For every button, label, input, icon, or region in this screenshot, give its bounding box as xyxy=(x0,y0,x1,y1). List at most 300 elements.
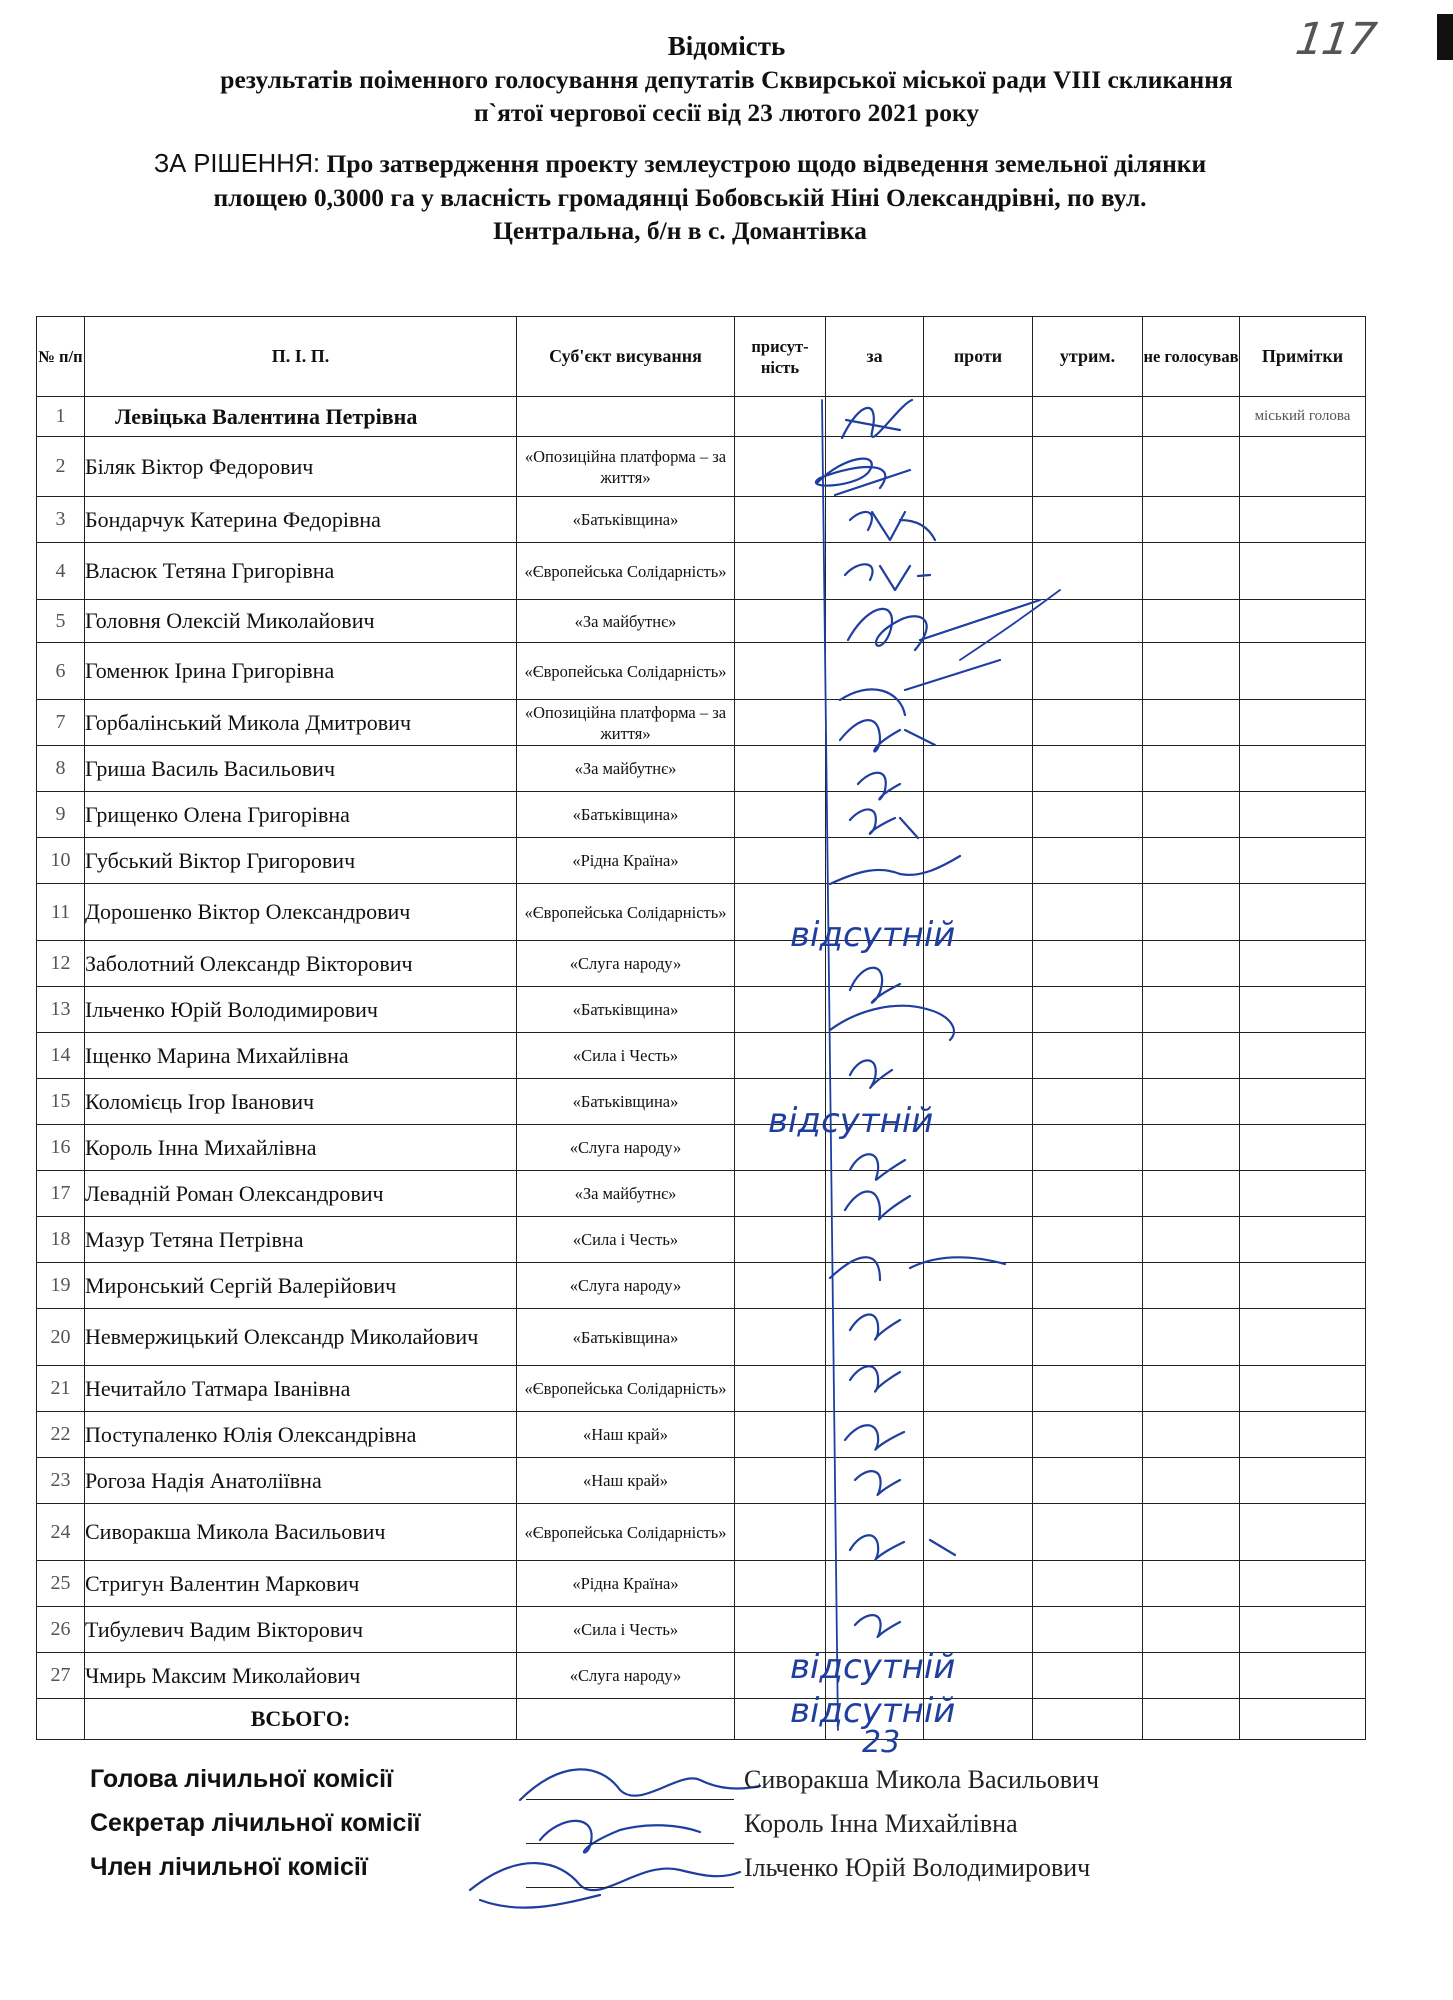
cell-present xyxy=(735,700,826,746)
cell-for xyxy=(826,1309,924,1366)
cell-for xyxy=(826,1412,924,1458)
row-subject: «Європейська Солідарність» xyxy=(517,643,735,700)
table-row xyxy=(37,838,1366,884)
row-subject: «Батьківщина» xyxy=(517,792,735,838)
row-num: 18 xyxy=(37,1217,85,1263)
row-num: 26 xyxy=(37,1607,85,1653)
row-name: Дорошенко Віктор Олександрович xyxy=(85,884,517,941)
cell-not-voted xyxy=(1143,1458,1240,1504)
row-name: Гоменюк Ірина Григорівна xyxy=(85,643,517,700)
cell-abstain xyxy=(1033,1217,1143,1263)
cell-not-voted xyxy=(1143,792,1240,838)
total-against-cell xyxy=(924,1699,1033,1740)
cell-against xyxy=(924,746,1033,792)
row-note xyxy=(1240,437,1366,497)
cell-abstain xyxy=(1033,838,1143,884)
row-note xyxy=(1240,700,1366,746)
row-note xyxy=(1240,884,1366,941)
cell-for xyxy=(826,1561,924,1607)
row-num: 13 xyxy=(37,987,85,1033)
cell-against xyxy=(924,1653,1033,1699)
col-header-not-voted: не голосував xyxy=(1143,317,1240,397)
cell-against xyxy=(924,437,1033,497)
page-number: 117 xyxy=(1292,14,1378,65)
row-note xyxy=(1240,600,1366,643)
table-row xyxy=(37,1171,1366,1217)
cell-for xyxy=(826,1125,924,1171)
table-row xyxy=(37,700,1366,746)
decision-text xyxy=(0,147,1360,247)
cell-abstain xyxy=(1033,600,1143,643)
row-num: 16 xyxy=(37,1125,85,1171)
cell-against xyxy=(924,1171,1033,1217)
cell-abstain xyxy=(1033,1412,1143,1458)
row-num: 12 xyxy=(37,941,85,987)
col-header-against: проти xyxy=(924,317,1033,397)
row-num: 7 xyxy=(37,700,85,746)
row-num: 9 xyxy=(37,792,85,838)
cell-for xyxy=(826,941,924,987)
row-subject: «Сила і Честь» xyxy=(517,1217,735,1263)
table-header-row xyxy=(37,317,1366,397)
document-title: Відомість xyxy=(667,31,786,61)
row-note xyxy=(1240,1263,1366,1309)
signature-row xyxy=(90,1853,1290,1897)
row-name: Горбалінський Микола Дмитрович xyxy=(85,700,517,746)
row-name: Миронський Сергій Валерійович xyxy=(85,1263,517,1309)
cell-not-voted xyxy=(1143,1033,1240,1079)
cell-not-voted xyxy=(1143,987,1240,1033)
row-note xyxy=(1240,1458,1366,1504)
cell-for xyxy=(826,1171,924,1217)
cell-not-voted xyxy=(1143,543,1240,600)
cell-abstain xyxy=(1033,1309,1143,1366)
cell-present xyxy=(735,838,826,884)
row-subject: «Слуга народу» xyxy=(517,1653,735,1699)
cell-against xyxy=(924,1079,1033,1125)
cell-against xyxy=(924,397,1033,437)
row-note xyxy=(1240,1561,1366,1607)
row-note xyxy=(1240,1504,1366,1561)
total-abstain-cell xyxy=(1033,1699,1143,1740)
table-row xyxy=(37,884,1366,941)
row-subject: «За майбутнє» xyxy=(517,1171,735,1217)
row-name: Рогоза Надія Анатоліївна xyxy=(85,1458,517,1504)
row-note xyxy=(1240,1607,1366,1653)
cell-for xyxy=(826,543,924,600)
row-note xyxy=(1240,1412,1366,1458)
cell-not-voted xyxy=(1143,884,1240,941)
row-subject: «Батьківщина» xyxy=(517,987,735,1033)
cell-abstain xyxy=(1033,1033,1143,1079)
cell-for xyxy=(826,700,924,746)
cell-not-voted xyxy=(1143,397,1240,437)
cell-for xyxy=(826,1079,924,1125)
cell-present xyxy=(735,543,826,600)
absent-mark-row-15: відсутній xyxy=(768,1101,934,1141)
row-subject: «Європейська Солідарність» xyxy=(517,1504,735,1561)
cell-present xyxy=(735,1458,826,1504)
cell-present xyxy=(735,497,826,543)
row-num: 5 xyxy=(37,600,85,643)
row-subject: «Опозиційна платформа – за життя» xyxy=(517,700,735,746)
table-row xyxy=(37,746,1366,792)
signature-line xyxy=(526,1843,734,1844)
cell-against xyxy=(924,1309,1033,1366)
signatures-block xyxy=(90,1765,1290,1897)
col-header-num: № п/п xyxy=(37,317,85,397)
cell-for xyxy=(826,497,924,543)
row-name: Чмирь Максим Миколайович xyxy=(85,1653,517,1699)
table-row xyxy=(37,543,1366,600)
row-num: 1 xyxy=(37,397,85,437)
cell-not-voted xyxy=(1143,700,1240,746)
row-subject: «Слуга народу» xyxy=(517,1125,735,1171)
row-name: Заболотний Олександр Вікторович xyxy=(85,941,517,987)
cell-against xyxy=(924,792,1033,838)
row-note xyxy=(1240,941,1366,987)
col-header-subject: Суб'єкт висування xyxy=(517,317,735,397)
cell-not-voted xyxy=(1143,1079,1240,1125)
row-num: 20 xyxy=(37,1309,85,1366)
row-num: 22 xyxy=(37,1412,85,1458)
cell-present xyxy=(735,1561,826,1607)
cell-abstain xyxy=(1033,1366,1143,1412)
row-num: 3 xyxy=(37,497,85,543)
cell-abstain xyxy=(1033,437,1143,497)
cell-abstain xyxy=(1033,700,1143,746)
row-note xyxy=(1240,1309,1366,1366)
signature-person: Ільченко Юрій Володимирович xyxy=(744,1853,1091,1882)
cell-for xyxy=(826,600,924,643)
cell-against xyxy=(924,1217,1033,1263)
row-note xyxy=(1240,497,1366,543)
row-subject: «Сила і Честь» xyxy=(517,1607,735,1653)
cell-for xyxy=(826,792,924,838)
cell-not-voted xyxy=(1143,838,1240,884)
table-row xyxy=(37,397,1366,437)
row-num: 2 xyxy=(37,437,85,497)
row-num: 4 xyxy=(37,543,85,600)
table-row xyxy=(37,941,1366,987)
row-num: 23 xyxy=(37,1458,85,1504)
row-note xyxy=(1240,1366,1366,1412)
cell-not-voted xyxy=(1143,437,1240,497)
cell-for xyxy=(826,746,924,792)
cell-abstain xyxy=(1033,1607,1143,1653)
cell-present xyxy=(735,746,826,792)
cell-for xyxy=(826,1217,924,1263)
cell-not-voted xyxy=(1143,1412,1240,1458)
row-subject: «За майбутнє» xyxy=(517,746,735,792)
cell-not-voted xyxy=(1143,1171,1240,1217)
cell-present xyxy=(735,600,826,643)
cell-abstain xyxy=(1033,746,1143,792)
cell-not-voted xyxy=(1143,497,1240,543)
cell-for xyxy=(826,1607,924,1653)
cell-abstain xyxy=(1033,543,1143,600)
row-name: Губський Віктор Григорович xyxy=(85,838,517,884)
total-label: ВСЬОГО: xyxy=(85,1699,517,1740)
decision-line-1: Про затвердження проекту землеустрою щодо відведення земельної ділянки xyxy=(326,149,1207,178)
total-not-voted-cell xyxy=(1143,1699,1240,1740)
row-note xyxy=(1240,987,1366,1033)
cell-against xyxy=(924,987,1033,1033)
cell-against xyxy=(924,1458,1033,1504)
row-num: 14 xyxy=(37,1033,85,1079)
total-for-cell xyxy=(826,1699,924,1740)
document-subtitle-2: п`ятої чергової сесії від 23 лютого 2021 року xyxy=(473,98,980,127)
cell-present xyxy=(735,437,826,497)
cell-present xyxy=(735,1504,826,1561)
row-name: Стригун Валентин Маркович xyxy=(85,1561,517,1607)
cell-not-voted xyxy=(1143,941,1240,987)
row-num: 19 xyxy=(37,1263,85,1309)
cell-present xyxy=(735,1079,826,1125)
row-name: Тибулевич Вадим Вікторович xyxy=(85,1607,517,1653)
table-row xyxy=(37,987,1366,1033)
row-subject: «Опозиційна платформа – за життя» xyxy=(517,437,735,497)
table-row xyxy=(37,1607,1366,1653)
row-note xyxy=(1240,1217,1366,1263)
total-note-cell xyxy=(1240,1699,1366,1740)
row-subject: «Сила і Честь» xyxy=(517,1033,735,1079)
row-note: міський голова xyxy=(1240,397,1366,437)
row-subject: «Європейська Солідарність» xyxy=(517,884,735,941)
table-row xyxy=(37,1217,1366,1263)
cell-abstain xyxy=(1033,987,1143,1033)
signature-person: Король Інна Михайлівна xyxy=(744,1809,1018,1838)
col-header-note: Примітки xyxy=(1240,317,1366,397)
total-subject-cell xyxy=(517,1699,735,1740)
row-subject: «Рідна Країна» xyxy=(517,1561,735,1607)
cell-present xyxy=(735,1366,826,1412)
cell-not-voted xyxy=(1143,1217,1240,1263)
cell-present xyxy=(735,941,826,987)
row-num: 17 xyxy=(37,1171,85,1217)
cell-abstain xyxy=(1033,1504,1143,1561)
cell-against xyxy=(924,643,1033,700)
row-name: Нечитайло Татмара Іванівна xyxy=(85,1366,517,1412)
cell-against xyxy=(924,884,1033,941)
row-note xyxy=(1240,1033,1366,1079)
row-name: Ільченко Юрій Володимирович xyxy=(85,987,517,1033)
table-row xyxy=(37,1653,1366,1699)
cell-abstain xyxy=(1033,1458,1143,1504)
row-note xyxy=(1240,838,1366,884)
row-subject: «Європейська Солідарність» xyxy=(517,1366,735,1412)
total-present-cell xyxy=(735,1699,826,1740)
table-row xyxy=(37,1412,1366,1458)
row-num: 24 xyxy=(37,1504,85,1561)
signature-role: Член лічильної комісії xyxy=(90,1853,368,1881)
table-row xyxy=(37,497,1366,543)
row-note xyxy=(1240,746,1366,792)
row-subject xyxy=(517,397,735,437)
document-header xyxy=(0,30,1453,245)
row-subject: «Батьківщина» xyxy=(517,1079,735,1125)
cell-for xyxy=(826,838,924,884)
cell-against xyxy=(924,838,1033,884)
table-row xyxy=(37,1561,1366,1607)
cell-present xyxy=(735,1263,826,1309)
cell-present xyxy=(735,987,826,1033)
total-num-cell xyxy=(37,1699,85,1740)
cell-for xyxy=(826,1366,924,1412)
cell-against xyxy=(924,1607,1033,1653)
cell-against xyxy=(924,1125,1033,1171)
row-name: Коломієць Ігор Іванович xyxy=(85,1079,517,1125)
cell-not-voted xyxy=(1143,1366,1240,1412)
cell-abstain xyxy=(1033,1653,1143,1699)
row-note xyxy=(1240,792,1366,838)
row-num: 21 xyxy=(37,1366,85,1412)
table-row xyxy=(37,1125,1366,1171)
row-subject: «За майбутнє» xyxy=(517,600,735,643)
decision-line-3: Центральна, б/н в с. Домантівка xyxy=(493,216,867,245)
row-num: 25 xyxy=(37,1561,85,1607)
row-subject: «Наш край» xyxy=(517,1412,735,1458)
signature-role: Секретар лічильної комісії xyxy=(90,1809,421,1837)
row-note xyxy=(1240,1125,1366,1171)
cell-present xyxy=(735,1309,826,1366)
cell-not-voted xyxy=(1143,1504,1240,1561)
absent-mark-row-11: відсутній xyxy=(790,915,956,955)
cell-for xyxy=(826,643,924,700)
decision-line-2: площею 0,3000 га у власність громадянці Бобовській Ніні Олександрівні, по вул. xyxy=(213,183,1147,212)
cell-for xyxy=(826,1263,924,1309)
row-subject: «Європейська Солідарність» xyxy=(517,543,735,600)
cell-not-voted xyxy=(1143,600,1240,643)
cell-against xyxy=(924,497,1033,543)
cell-not-voted xyxy=(1143,1125,1240,1171)
col-header-name: П. І. П. xyxy=(85,317,517,397)
row-num: 10 xyxy=(37,838,85,884)
cell-abstain xyxy=(1033,941,1143,987)
cell-not-voted xyxy=(1143,1309,1240,1366)
absent-mark-row-26: відсутній xyxy=(790,1647,956,1687)
row-subject: «Слуга народу» xyxy=(517,1263,735,1309)
row-note xyxy=(1240,1653,1366,1699)
row-name: Король Інна Михайлівна xyxy=(85,1125,517,1171)
cell-abstain xyxy=(1033,643,1143,700)
row-num: 15 xyxy=(37,1079,85,1125)
row-subject: «Батьківщина» xyxy=(517,497,735,543)
row-note xyxy=(1240,543,1366,600)
cell-not-voted xyxy=(1143,1263,1240,1309)
table-row xyxy=(37,437,1366,497)
table-row xyxy=(37,1079,1366,1125)
cell-for xyxy=(826,987,924,1033)
cell-for xyxy=(826,437,924,497)
table-row xyxy=(37,1263,1366,1309)
cell-against xyxy=(924,1412,1033,1458)
total-row xyxy=(37,1699,1366,1740)
cell-present xyxy=(735,1217,826,1263)
cell-for xyxy=(826,1033,924,1079)
cell-not-voted xyxy=(1143,746,1240,792)
cell-against xyxy=(924,1561,1033,1607)
cell-against xyxy=(924,543,1033,600)
table-row xyxy=(37,600,1366,643)
cell-present xyxy=(735,1607,826,1653)
cell-present xyxy=(735,1653,826,1699)
cell-against xyxy=(924,1366,1033,1412)
row-name: Сиворакша Микола Васильович xyxy=(85,1504,517,1561)
signature-line xyxy=(526,1799,734,1800)
row-subject: «Наш край» xyxy=(517,1458,735,1504)
cell-abstain xyxy=(1033,1561,1143,1607)
total-for-value: 23 xyxy=(862,1725,901,1760)
table-row xyxy=(37,792,1366,838)
row-name: Левадній Роман Олександрович xyxy=(85,1171,517,1217)
cell-abstain xyxy=(1033,1263,1143,1309)
cell-for xyxy=(826,1653,924,1699)
cell-present xyxy=(735,1033,826,1079)
cell-abstain xyxy=(1033,792,1143,838)
row-name: Іщенко Марина Михайлівна xyxy=(85,1033,517,1079)
cell-present xyxy=(735,397,826,437)
cell-abstain xyxy=(1033,397,1143,437)
voting-table xyxy=(36,316,1366,1740)
row-name: Мазур Тетяна Петрівна xyxy=(85,1217,517,1263)
row-num: 6 xyxy=(37,643,85,700)
cell-present xyxy=(735,792,826,838)
row-note xyxy=(1240,1079,1366,1125)
row-name: Власюк Тетяна Григорівна xyxy=(85,543,517,600)
row-name: Грищенко Олена Григорівна xyxy=(85,792,517,838)
row-note xyxy=(1240,1171,1366,1217)
signature-role: Голова лічильної комісії xyxy=(90,1765,394,1793)
signature-row xyxy=(90,1809,1290,1853)
col-header-for: за xyxy=(826,317,924,397)
cell-for xyxy=(826,1504,924,1561)
signature-person: Сиворакша Микола Васильович xyxy=(744,1765,1100,1794)
table-row xyxy=(37,1309,1366,1366)
signature-line xyxy=(526,1887,734,1888)
col-header-abstain: утрим. xyxy=(1033,317,1143,397)
table-row xyxy=(37,1033,1366,1079)
table-row xyxy=(37,1458,1366,1504)
cell-not-voted xyxy=(1143,1607,1240,1653)
cell-against xyxy=(924,941,1033,987)
cell-abstain xyxy=(1033,1171,1143,1217)
row-num: 11 xyxy=(37,884,85,941)
row-name: Левіцька Валентина Петрівна xyxy=(85,397,517,437)
cell-against xyxy=(924,700,1033,746)
cell-against xyxy=(924,1263,1033,1309)
row-name: Поступаленко Юлія Олександрівна xyxy=(85,1412,517,1458)
row-name: Біляк Віктор Федорович xyxy=(85,437,517,497)
cell-present xyxy=(735,1125,826,1171)
document-subtitle-1: результатів поіменного голосування депутатів Сквирської міської ради VIII скликання xyxy=(220,65,1233,94)
row-subject: «Батьківщина» xyxy=(517,1309,735,1366)
cell-abstain xyxy=(1033,1125,1143,1171)
absent-mark-row-27: відсутній xyxy=(790,1691,956,1731)
row-name: Головня Олексій Миколайович xyxy=(85,600,517,643)
row-name: Бондарчук Катерина Федорівна xyxy=(85,497,517,543)
cell-for xyxy=(826,397,924,437)
signature-row xyxy=(90,1765,1290,1809)
cell-present xyxy=(735,643,826,700)
table-row xyxy=(37,643,1366,700)
cell-abstain xyxy=(1033,884,1143,941)
decision-label: ЗА РІШЕННЯ: xyxy=(153,150,321,178)
cell-not-voted xyxy=(1143,643,1240,700)
row-num: 8 xyxy=(37,746,85,792)
table-row xyxy=(37,1366,1366,1412)
row-note xyxy=(1240,643,1366,700)
